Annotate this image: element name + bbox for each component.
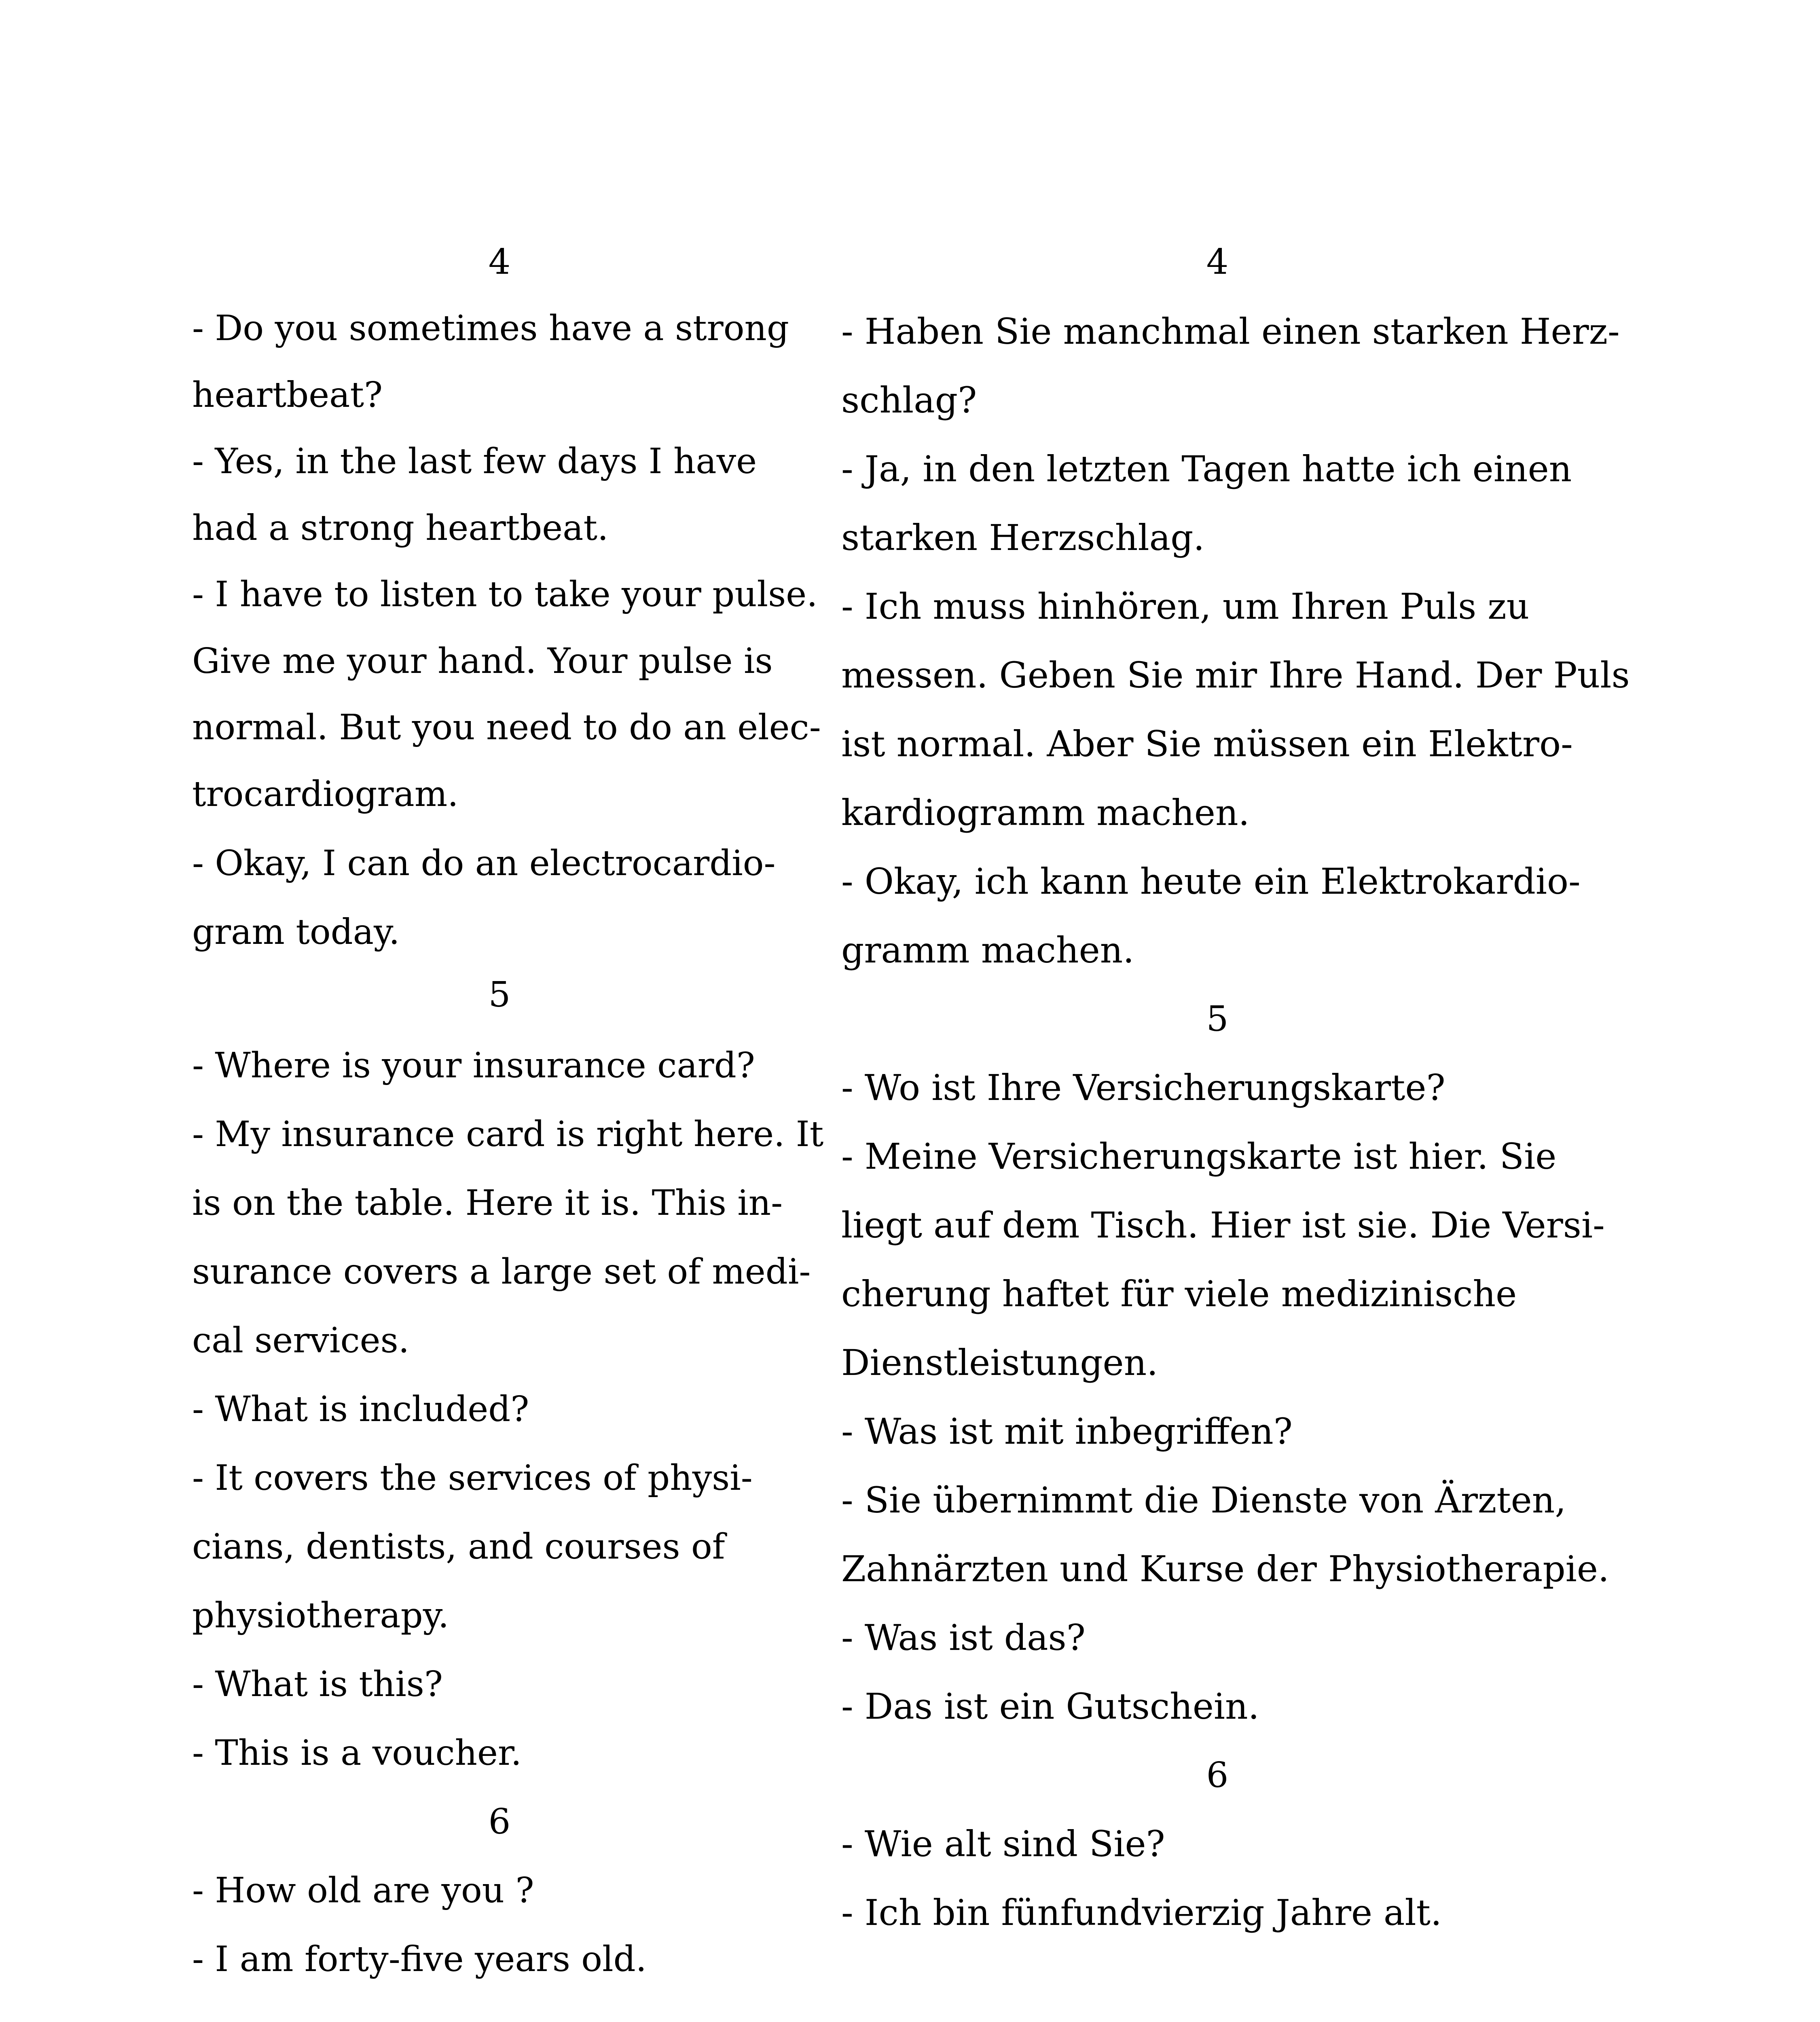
text-line: - Das ist ein Gutschein. — [841, 1686, 1259, 1727]
text-line: kardiogramm machen. — [841, 792, 1250, 833]
text-line: surance covers a large set of medi- — [192, 1252, 811, 1292]
text-line: - Was ist mit inbegriffen? — [841, 1411, 1293, 1452]
text-line: - Was ist das? — [841, 1617, 1086, 1658]
text-line: trocardiogram. — [192, 774, 459, 814]
text-line: - Do you sometimes have a strong — [192, 308, 789, 349]
text-line: gram today. — [192, 912, 400, 952]
text-line: - I am forty-five years old. — [192, 1939, 647, 1980]
text-line: - It covers the services of physi- — [192, 1458, 753, 1498]
section-number: 6 — [488, 1802, 511, 1842]
text-line: cherung haftet für viele medizinische — [841, 1273, 1517, 1315]
text-line: is on the table. Here it is. This in- — [192, 1183, 783, 1223]
text-line: - Ich bin fünfundvierzig Jahre alt. — [841, 1892, 1442, 1933]
text-line: Dienstleistungen. — [841, 1342, 1158, 1383]
text-line: - What is this? — [192, 1664, 443, 1705]
text-line: gramm machen. — [841, 929, 1134, 971]
text-line: Zahnärzten und Kurse der Physiotherapie. — [841, 1548, 1609, 1590]
text-line: - Wie alt sind Sie? — [841, 1823, 1165, 1865]
section-number: 4 — [1206, 242, 1229, 282]
text-line: cians, dentists, and courses of — [192, 1527, 725, 1567]
text-line: - Meine Versicherungskarte ist hier. Sie — [841, 1136, 1557, 1177]
text-line: - Ja, in den letzten Tagen hatte ich einen — [841, 448, 1572, 490]
text-line: starken Herzschlag. — [841, 517, 1205, 558]
section-number: 4 — [488, 242, 511, 282]
text-line: - Okay, I can do an electrocardio- — [192, 843, 776, 884]
section-number: 5 — [488, 975, 511, 1015]
section-number: 6 — [1206, 1755, 1229, 1796]
text-line: - I have to listen to take your pulse. — [192, 574, 818, 615]
text-line: - Yes, in the last few days I have — [192, 441, 757, 482]
text-line: schlag? — [841, 379, 977, 421]
text-line: - Sie übernimmt die Dienste von Ärzten, — [841, 1479, 1566, 1521]
text-line: - What is included? — [192, 1389, 529, 1430]
text-line: liegt auf dem Tisch. Hier ist sie. Die Versi- — [841, 1204, 1605, 1246]
section-number: 5 — [1206, 999, 1229, 1039]
text-line: - This is a voucher. — [192, 1733, 522, 1773]
text-line: had a strong heartbeat. — [192, 508, 609, 548]
text-line: Give me your hand. Your pulse is — [192, 641, 773, 681]
text-line: - Ich muss hinhören, um Ihren Puls zu — [841, 586, 1530, 627]
text-line: - Okay, ich kann heute ein Elektrokardio- — [841, 861, 1581, 902]
text-line: - My insurance card is right here. It — [192, 1114, 824, 1155]
text-line: cal services. — [192, 1320, 410, 1361]
text-line: messen. Geben Sie mir Ihre Hand. Der Puls — [841, 654, 1630, 696]
text-line: - Where is your insurance card? — [192, 1045, 755, 1086]
text-line: - Wo ist Ihre Versicherungskarte? — [841, 1067, 1445, 1108]
text-line: ist normal. Aber Sie müssen ein Elektro- — [841, 723, 1573, 765]
text-line: - Haben Sie manchmal einen starken Herz- — [841, 311, 1620, 352]
text-line: normal. But you need to do an elec- — [192, 707, 821, 748]
text-line: physiotherapy. — [192, 1595, 449, 1636]
text-line: heartbeat? — [192, 375, 383, 415]
text-line: - How old are you ? — [192, 1870, 534, 1911]
